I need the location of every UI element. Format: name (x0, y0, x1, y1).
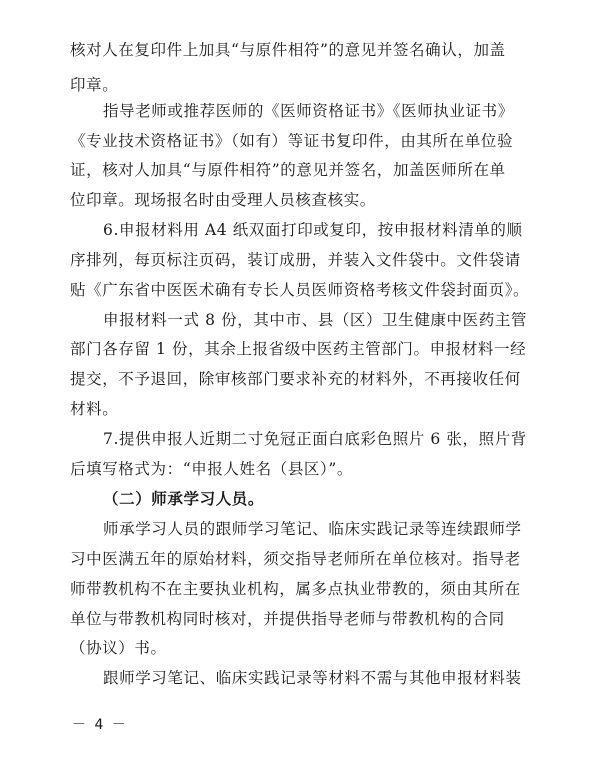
paragraph-line: 申报材料一式 8 份，其中市、县（区）卫生健康中医药主管 (103, 311, 528, 329)
paragraph-line: 印章。 (70, 76, 119, 94)
paragraph-line: 跟师学习笔记、临床实践记录等材料不需与其他申报材料装 (103, 669, 522, 687)
paragraph-line: 核对人在复印件上加具“与原件相符”的意见并签名确认，加盖 (70, 41, 506, 59)
paragraph-line: 6.申报材料用 A4 纸双面打印或复印，按申报材料清单的顺 (103, 221, 523, 239)
paragraph-line: 《专业技术资格证书》（如有）等证书复印件，由其所在单位验 (70, 132, 514, 150)
paragraph-line: 贴《广东省中医医术确有专长人员医师资格考核文件袋封面页》。 (70, 281, 530, 299)
page-number: － 4 － (72, 717, 128, 733)
paragraph-line: 师承学习人员的跟师学习笔记、临床实践记录等连续跟师学 (103, 520, 522, 538)
paragraph-line: 后填写格式为：“申报人姓名（县区）”。 (70, 460, 353, 478)
paragraph-line: 证，核对人加具“与原件相符”的意见并签名，加盖医师所在单 (70, 161, 506, 179)
paragraph-line: 提交，不予退回，除审核部门要求补充的材料外，不再接收任何 (70, 370, 521, 388)
paragraph-line: 师带教机构不在主要执业机构，属多点执业带教的，须由其所在 (70, 580, 521, 598)
paragraph-line: （协议）书。 (70, 639, 167, 657)
paragraph-line: 习中医满五年的原始材料，须交指导老师所在单位核对。指导老 (70, 550, 521, 568)
paragraph-line: 7.提供申报人近期二寸免冠正面白底彩色照片 6 张，照片背 (103, 430, 527, 448)
paragraph-line: 材料。 (70, 400, 119, 418)
paragraph-line: 指导老师或推荐医师的《医师资格证书》《医师执业证书》 (103, 102, 514, 120)
paragraph-line: 位印章。现场报名时由受理人员核查核实。 (70, 191, 376, 209)
paragraph-line: 单位与带教机构同时核对，并提供指导老师与带教机构的合同 (70, 610, 505, 628)
paragraph-line: 部门各存留 1 份，其余上报省级中医药主管部门。申报材料一经 (70, 340, 527, 358)
section-heading: （二）师承学习人员。 (103, 489, 265, 508)
paragraph-line: 序排列，每页标注页码，装订成册，并装入文件袋中。文件袋请 (70, 251, 521, 269)
